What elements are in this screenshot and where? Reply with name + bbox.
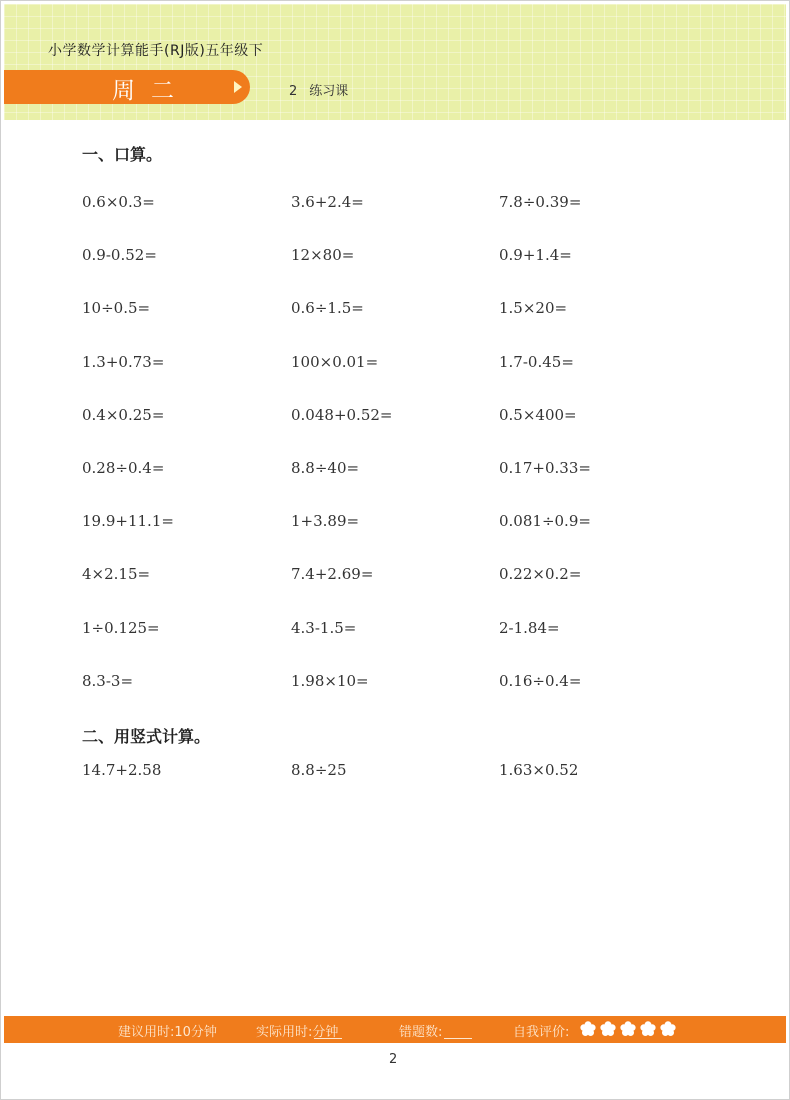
- oral-problem: 4×2.15=: [82, 565, 151, 583]
- actual-time-blank[interactable]: [314, 1026, 342, 1039]
- oral-problem: 3.6+2.4=: [291, 193, 364, 211]
- oral-problem: 1.98×10=: [291, 672, 369, 690]
- error-count: [399, 1021, 442, 1040]
- oral-problem: 8.3-3=: [82, 672, 134, 690]
- oral-problem: 8.8÷40=: [291, 459, 360, 477]
- oral-problem: 10÷0.5=: [82, 299, 151, 317]
- oral-problem: 0.081÷0.9=: [499, 512, 591, 530]
- oral-problem: 0.22×0.2=: [499, 565, 582, 583]
- oral-problem: 0.28÷0.4=: [82, 459, 165, 477]
- vertical-problem: 14.7+2.58: [82, 761, 162, 779]
- section-title-vertical: 二、用竖式计算。: [82, 727, 211, 746]
- actual-time: [256, 1021, 338, 1040]
- oral-problem: 2-1.84=: [499, 619, 560, 637]
- flower-icon[interactable]: [580, 1021, 596, 1037]
- flower-icon[interactable]: [600, 1021, 616, 1037]
- oral-problem: 0.048+0.52=: [291, 406, 393, 424]
- vertical-problem: 1.63×0.52: [499, 761, 579, 779]
- oral-problem: 0.4×0.25=: [82, 406, 165, 424]
- oral-problem: 0.17+0.33=: [499, 459, 591, 477]
- oral-problem: 0.6×0.3=: [82, 193, 155, 211]
- suggested-time: 建议用时:10分钟: [118, 1025, 217, 1040]
- oral-problem: 100×0.01=: [291, 353, 379, 371]
- oral-problem: 19.9+11.1=: [82, 512, 174, 530]
- actual-time-unit: 分钟: [312, 1025, 339, 1040]
- lesson-title: 练习课: [309, 84, 349, 99]
- error-count-blank[interactable]: [444, 1026, 472, 1039]
- oral-problem: 1.3+0.73=: [82, 353, 165, 371]
- section-title-oral: 一、口算。: [82, 145, 163, 164]
- oral-problem: 0.9-0.52=: [82, 246, 157, 264]
- oral-problem: 7.8÷0.39=: [499, 193, 582, 211]
- oral-problem: 0.9+1.4=: [499, 246, 572, 264]
- oral-problem: 1.5×20=: [499, 299, 568, 317]
- play-arrow-icon: [234, 81, 242, 93]
- oral-problem: 12×80=: [291, 246, 355, 264]
- day-tab: [4, 70, 250, 104]
- oral-problem: 1+3.89=: [291, 512, 360, 530]
- oral-problem: 0.6÷1.5=: [291, 299, 364, 317]
- oral-problem: 0.16÷0.4=: [499, 672, 582, 690]
- flower-icon[interactable]: [620, 1021, 636, 1037]
- footer-bar: [4, 1016, 786, 1043]
- flower-icon[interactable]: [660, 1021, 676, 1037]
- actual-time-label: 实际用时:: [256, 1025, 313, 1040]
- day-label: 周二: [112, 78, 190, 104]
- oral-problem: 1÷0.125=: [82, 619, 160, 637]
- self-eval-label: 自我评价:: [513, 1025, 570, 1040]
- page-number: 2: [389, 1052, 398, 1067]
- flower-icon[interactable]: [640, 1021, 656, 1037]
- lesson-number: 2: [289, 84, 298, 99]
- oral-problem: 7.4+2.69=: [291, 565, 374, 583]
- oral-problem: 1.7-0.45=: [499, 353, 574, 371]
- vertical-problem: 8.8÷25: [291, 761, 347, 779]
- error-count-label: 错题数:: [399, 1025, 443, 1040]
- self-eval-rating[interactable]: [580, 1021, 680, 1037]
- oral-problem: 0.5×400=: [499, 406, 577, 424]
- oral-problem: 4.3-1.5=: [291, 619, 357, 637]
- book-title: 小学数学计算能手(RJ版)五年级下: [48, 43, 264, 59]
- lesson-heading: [289, 80, 348, 99]
